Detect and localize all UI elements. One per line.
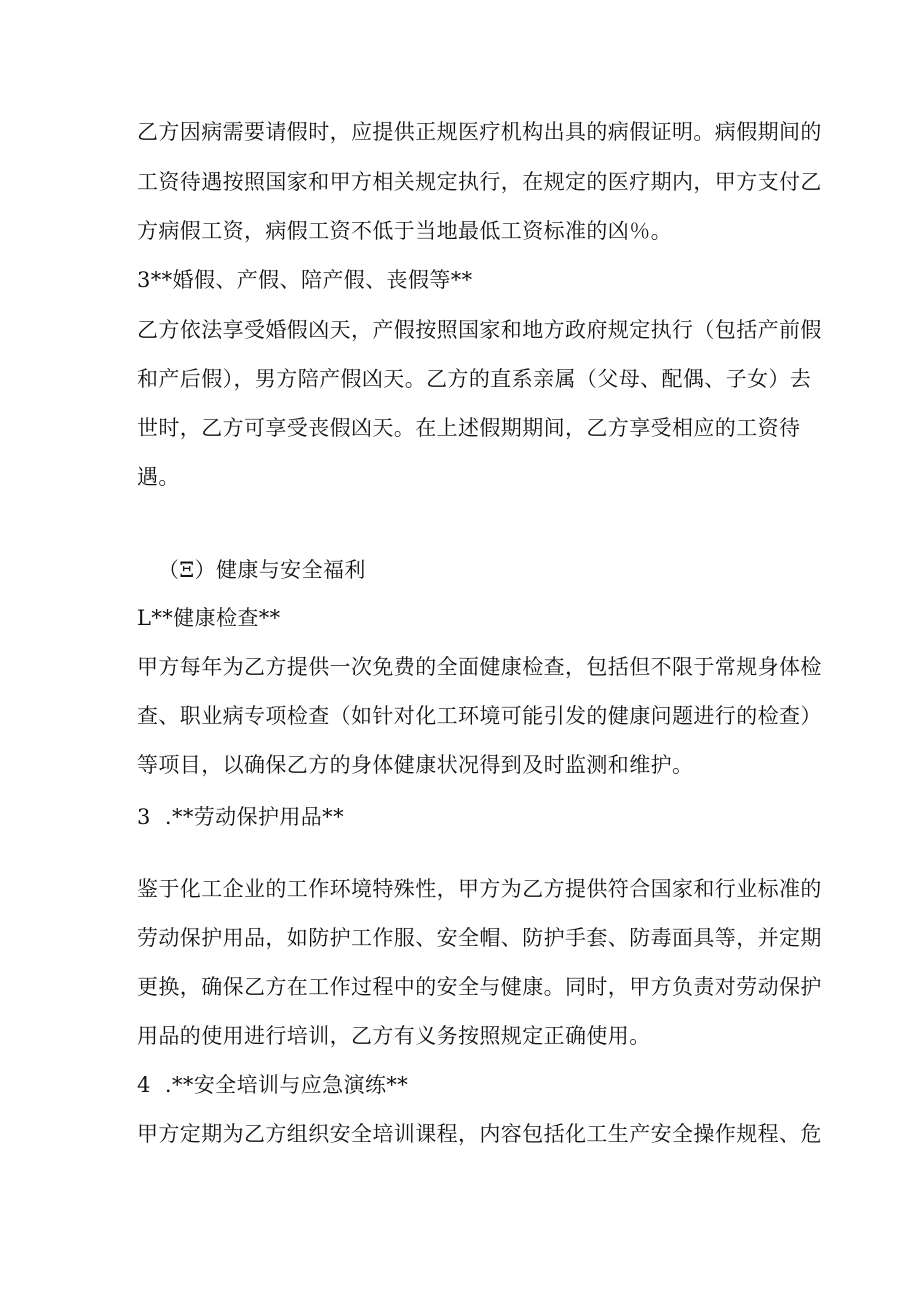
protective-equipment-paragraph-line: 更换，确保乙方在工作过程中的安全与健康。同时，甲方负责对劳动保护 (137, 975, 822, 999)
protective-equipment-paragraph-line: 鉴于化工企业的工作环境特殊性，甲方为乙方提供符合国家和行业标准的 (137, 877, 822, 901)
health-check-paragraph-line: 甲方每年为乙方提供一次免费的全面健康检查，包括但不限于常规身体检 (137, 655, 822, 679)
health-check-paragraph-line: 查、职业病专项检查（如针对化工环境可能引发的健康问题进行的检查） (137, 704, 822, 728)
leave-types-paragraph-line: 世时，乙方可享受丧假凶天。在上述假期期间，乙方享受相应的工资待 (137, 416, 801, 440)
health-check-paragraph-line: 等项目，以确保乙方的身体健康状况得到及时监测和维护。 (137, 753, 694, 777)
safety-training-paragraph-line: 甲方定期为乙方组织安全培训课程，内容包括化工生产安全操作规程、危 (137, 1122, 822, 1146)
health-check-heading: L**健康检查** (137, 606, 281, 630)
leave-types-paragraph-line: 遇。 (137, 465, 180, 489)
sick-leave-paragraph-line: 方病假工资，病假工资不低于当地最低工资标准的凶％。 (137, 219, 672, 243)
protective-equipment-paragraph-line: 劳动保护用品，如防护工作服、安全帽、防护手套、防毒面具等，并定期 (137, 926, 822, 950)
leave-types-paragraph-line: 和产后假），男方陪产假凶天。乙方的直系亲属（父母、配偶、子女）去 (137, 367, 812, 391)
sick-leave-paragraph-line: 工资待遇按照国家和甲方相关规定执行，在规定的医疗期内，甲方支付乙 (137, 170, 822, 194)
safety-training-heading: 4 .**安全培训与应急演练** (137, 1073, 409, 1097)
protective-equipment-paragraph-line: 用品的使用进行培训，乙方有义务按照规定正确使用。 (137, 1024, 651, 1048)
protective-equipment-heading: 3 .**劳动保护用品** (137, 805, 344, 829)
health-safety-section-heading: （Ξ）健康与安全福利 (158, 558, 366, 582)
leave-types-heading: 3**婚假、产假、陪产假、丧假等** (137, 268, 473, 292)
leave-types-paragraph-line: 乙方依法享受婚假凶天，产假按照国家和地方政府规定执行（包括产前假 (137, 318, 822, 342)
sick-leave-paragraph-line: 乙方因病需要请假时，应提供正规医疗机构出具的病假证明。病假期间的 (137, 120, 822, 144)
